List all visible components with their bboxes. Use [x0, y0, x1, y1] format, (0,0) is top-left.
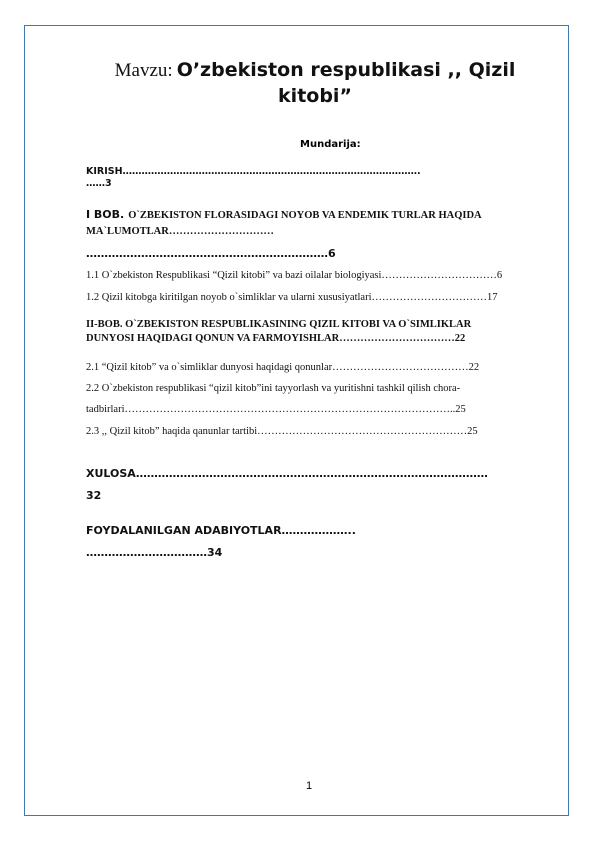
- toc-foydalanilgan-page: ……………………………34: [86, 546, 223, 559]
- bob1-title-line2: MA`LUMOTLAR…………………………: [86, 226, 274, 237]
- toc-xulosa-page: 32: [86, 489, 102, 502]
- toc-item-1-2: 1.2 Qizil kitobga kiritilgan noyob o`simliklar va ularni xususiyatlari……………………………17: [86, 292, 498, 303]
- title-prefix: Mavzu:: [114, 60, 173, 81]
- page-number: 1: [306, 780, 313, 792]
- toc-item-2-2-line2: tadbirlari…………………………………………………………………………………..25: [86, 404, 466, 415]
- title-main: O’zbekiston respublikasi ,, Qizil kitobi”: [176, 59, 516, 107]
- page-title: [90, 58, 540, 110]
- bob1-page: …………………………………………………………6: [86, 247, 336, 260]
- toc-kirish: KIRISH………………………………………………………………………………….: [86, 166, 421, 177]
- toc-heading: Mundarija:: [300, 139, 361, 150]
- page-border: [24, 25, 569, 816]
- bob1-title-line1: O`ZBEKISTON FLORASIDAGI NOYOB VA ENDEMIK TURLAR HAQIDA: [128, 210, 482, 221]
- toc-bob1: [86, 205, 482, 223]
- toc-xulosa: XULOSA……………………………………………………………………………………: [86, 467, 488, 480]
- bob2-title-line2: DUNYOSI HAQIDAGI QONUN VA FARMOYISHLAR……………………………22: [86, 333, 466, 344]
- toc-item-2-3: 2.3 ,, Qizil kitob” haqida qanunlar tartibi……………………………………………………25: [86, 426, 478, 437]
- bob2-title-line1: II-BOB. O`ZBEKISTON RESPUBLIKASINING QIZIL KITOBI VA O`SIMLIKLAR: [86, 319, 472, 330]
- toc-item-2-2-line1: 2.2 O`zbekiston respublikasi “qizil kitob”ini tayyorlash va yuritishni tashkil qilish chora-: [86, 383, 461, 394]
- toc-item-2-1: 2.1 “Qizil kitob” va o`simliklar dunyosi haqidagi qonunlar…………………………………22: [86, 362, 480, 373]
- toc-foydalanilgan: FOYDALANILGAN ADABIYOTLAR………………..: [86, 524, 356, 537]
- toc-kirish-page: ……3: [86, 178, 112, 189]
- toc-item-1-1: 1.1 O`zbekiston Respublikasi “Qizil kitobi” va bazi oilalar biologiyasi……………………………6: [86, 270, 503, 281]
- bob1-label: I BOB.: [86, 208, 125, 221]
